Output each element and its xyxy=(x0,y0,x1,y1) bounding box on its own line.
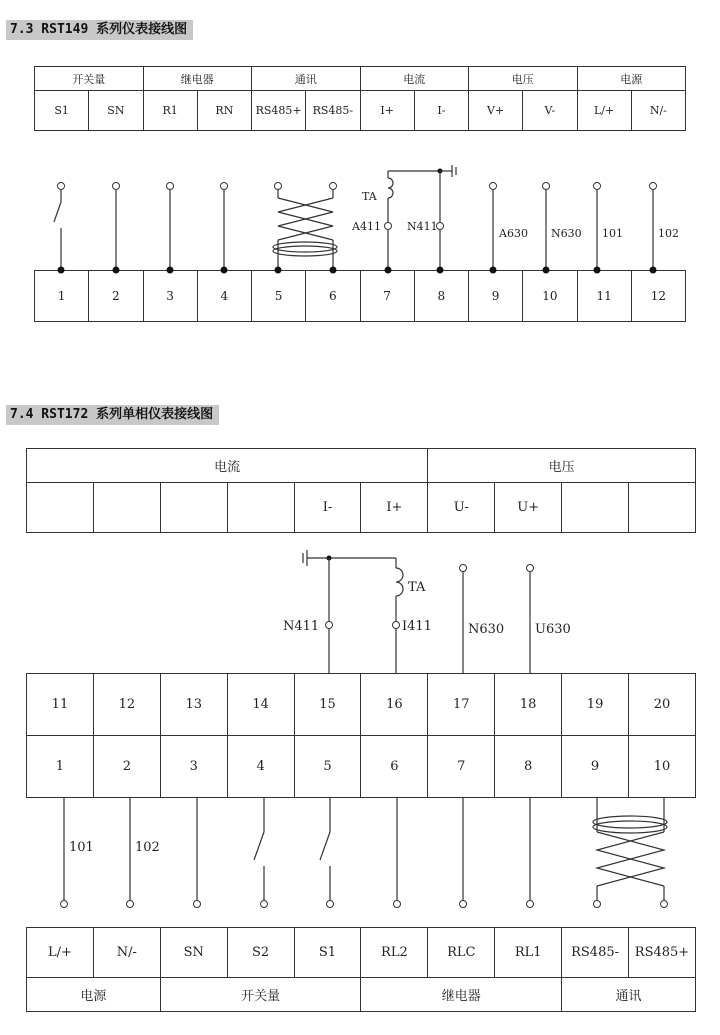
terminal-number: 2 xyxy=(93,736,160,798)
section-7-4-heading: 7.4 RST172 系列单相仪表接线图 xyxy=(6,405,219,425)
signal-label: I+ xyxy=(360,91,414,131)
signal-label: S2 xyxy=(227,928,294,978)
signal-label: RS485- xyxy=(562,928,629,978)
signal-label: V- xyxy=(523,91,577,131)
terminal-number: 1 xyxy=(27,736,94,798)
signal-label: R1 xyxy=(143,91,197,131)
signal-label: RL2 xyxy=(361,928,428,978)
signal-label: RS485- xyxy=(306,91,360,131)
group-label: 通讯 xyxy=(562,978,696,1012)
terminal-number: 13 xyxy=(160,674,227,736)
n630-label: N630 xyxy=(468,622,505,637)
group-label: 电源 xyxy=(27,978,161,1012)
group-label: 电流 xyxy=(360,67,469,91)
ct-wiring-upper xyxy=(283,550,432,673)
terminal-number: 3 xyxy=(160,736,227,798)
signal-label: N/- xyxy=(631,91,685,131)
terminal-number: 14 xyxy=(227,674,294,736)
signal-label: RS485+ xyxy=(252,91,306,131)
group-label: 继电器 xyxy=(143,67,252,91)
terminal-number: 4 xyxy=(227,736,294,798)
switch-input-wiring-lower xyxy=(194,797,334,908)
terminal-number: 12 xyxy=(631,271,685,322)
terminal-number: 11 xyxy=(577,271,631,322)
terminal-number: 5 xyxy=(294,736,361,798)
terminal-number: 18 xyxy=(495,674,562,736)
terminal-number: 8 xyxy=(495,736,562,798)
wire-102-label: 102 xyxy=(658,227,679,240)
signal-label: V+ xyxy=(469,91,523,131)
terminal-number: 9 xyxy=(562,736,629,798)
terminal-number: 7 xyxy=(360,271,414,322)
group-label: 开关量 xyxy=(35,67,144,91)
i411-label: I411 xyxy=(402,619,432,634)
u630-label: U630 xyxy=(535,622,571,637)
signal-label: SN xyxy=(160,928,227,978)
relay-wiring-lower xyxy=(394,797,534,908)
terminal-number: 17 xyxy=(428,674,495,736)
terminal-number: 1 xyxy=(35,271,89,322)
signal-label: N/- xyxy=(93,928,160,978)
signal-label: I+ xyxy=(361,483,428,533)
group-label: 开关量 xyxy=(160,978,361,1012)
signal-label: S1 xyxy=(35,91,89,131)
terminal-number: 16 xyxy=(361,674,428,736)
signal-label: U+ xyxy=(495,483,562,533)
voltage-wiring-upper xyxy=(460,565,571,674)
n411-label: N411 xyxy=(407,220,438,233)
power-wiring-lower xyxy=(61,797,160,908)
terminal-number: 12 xyxy=(93,674,160,736)
group-label: 电流 xyxy=(27,449,428,483)
signal-label: RS485+ xyxy=(629,928,696,978)
terminal-number: 19 xyxy=(562,674,629,736)
signal-label: I- xyxy=(414,91,468,131)
rs485-twisted-pair-lower xyxy=(593,797,668,908)
terminal-number: 3 xyxy=(143,271,197,322)
n411-label: N411 xyxy=(283,619,320,634)
signal-label: RN xyxy=(197,91,251,131)
signal-label: U- xyxy=(428,483,495,533)
signal-label: RLC xyxy=(428,928,495,978)
terminal-number: 6 xyxy=(306,271,360,322)
group-label: 通讯 xyxy=(252,67,361,91)
terminal-number: 2 xyxy=(89,271,143,322)
signal-label: L/+ xyxy=(27,928,94,978)
signal-label: S1 xyxy=(294,928,361,978)
terminal-number: 7 xyxy=(428,736,495,798)
terminal-number: 15 xyxy=(294,674,361,736)
signal-label: I- xyxy=(294,483,361,533)
terminal-number: 4 xyxy=(197,271,251,322)
wire-101-label: 101 xyxy=(69,840,94,855)
terminal-number: 11 xyxy=(27,674,94,736)
group-label: 继电器 xyxy=(361,978,562,1012)
terminal-number: 6 xyxy=(361,736,428,798)
terminal-number: 20 xyxy=(629,674,696,736)
terminal-number: 8 xyxy=(414,271,468,322)
n630-label: N630 xyxy=(551,227,582,240)
section-7-3-heading: 7.3 RST149 系列仪表接线图 xyxy=(6,20,193,40)
terminal-number: 5 xyxy=(252,271,306,322)
group-label: 电源 xyxy=(577,67,686,91)
ta-label: TA xyxy=(362,190,377,203)
terminal-number: 10 xyxy=(523,271,577,322)
a630-label: A630 xyxy=(499,227,528,240)
terminal-number: 10 xyxy=(629,736,696,798)
wire-101-label: 101 xyxy=(602,227,623,240)
signal-label: RL1 xyxy=(495,928,562,978)
terminal-number: 9 xyxy=(469,271,523,322)
signal-label: SN xyxy=(89,91,143,131)
group-label: 电压 xyxy=(428,449,696,483)
group-label: 电压 xyxy=(469,67,578,91)
wire-102-label: 102 xyxy=(135,840,160,855)
a411-label: A411 xyxy=(352,220,381,233)
ta-label: TA xyxy=(408,580,426,595)
signal-label: L/+ xyxy=(577,91,631,131)
